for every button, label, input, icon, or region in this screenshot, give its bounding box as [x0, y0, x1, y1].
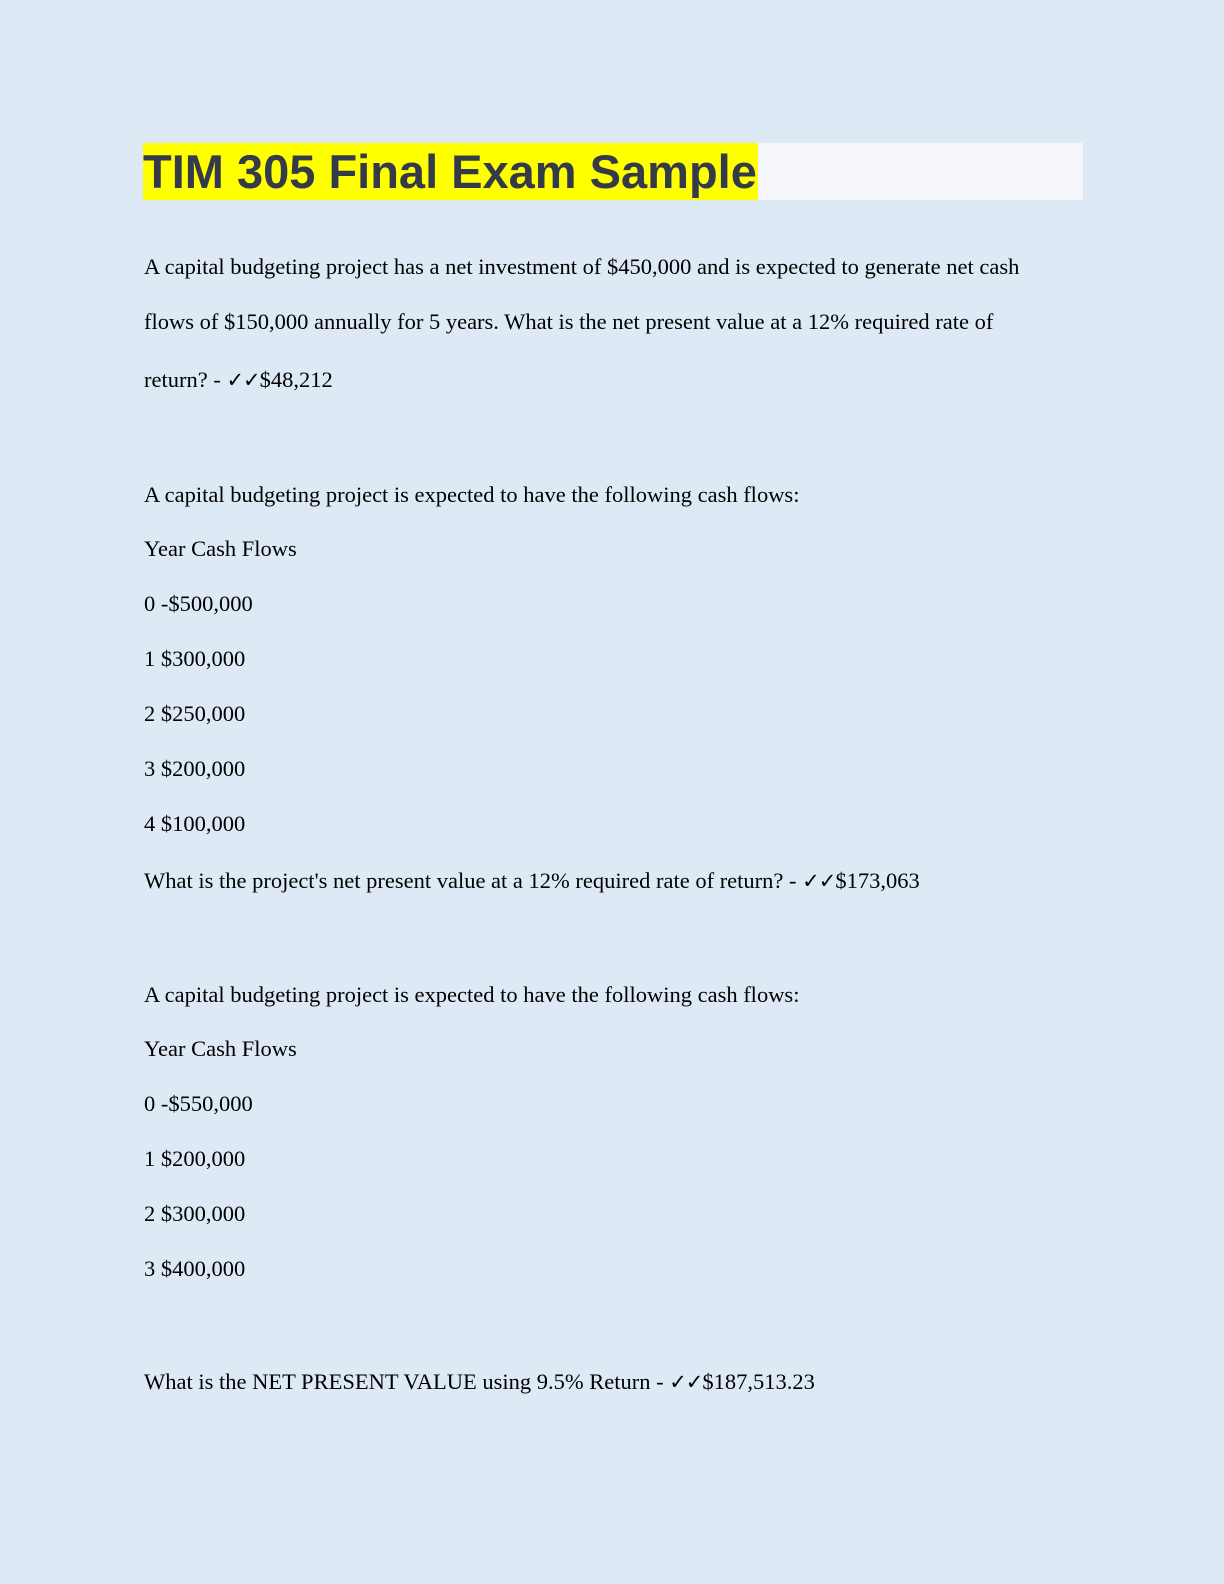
q3-row-2: 2 $300,000 [144, 1201, 246, 1226]
q3-intro: A capital budgeting project is expected to have the following cash flows: [144, 982, 800, 1007]
q2-table-header: Year Cash Flows [144, 536, 297, 561]
q2-row-2: 2 $250,000 [144, 701, 246, 726]
q2-question-text: What is the project's net present value at a 12% required rate of return? - [144, 868, 803, 893]
q3-question [144, 1368, 815, 1396]
q3-table-header: Year Cash Flows [144, 1036, 297, 1061]
q1-line-2: flows of $150,000 annually for 5 years. What is the net present value at a 12% required rate of [144, 309, 994, 334]
q2-row-1: 1 $300,000 [144, 646, 246, 671]
q3-row-0: 0 -$550,000 [144, 1091, 253, 1116]
q2-answer: $173,063 [835, 868, 920, 893]
q1-line-3 [144, 366, 333, 394]
q2-intro: A capital budgeting project is expected to have the following cash flows: [144, 482, 800, 507]
q2-row-0: 0 -$500,000 [144, 591, 253, 616]
check-icon: ✓✓ [669, 1370, 703, 1394]
q3-row-1: 1 $200,000 [144, 1146, 246, 1171]
q3-question-text: What is the NET PRESENT VALUE using 9.5% Return - [144, 1369, 670, 1394]
q2-question [144, 867, 920, 895]
q2-row-3: 3 $200,000 [144, 756, 246, 781]
q1-line-1: A capital budgeting project has a net investment of $450,000 and is expected to generate net cash [144, 254, 1020, 279]
q2-row-4: 4 $100,000 [144, 811, 246, 836]
check-icon: ✓✓ [802, 869, 836, 893]
q1-question-end: return? - [144, 367, 227, 392]
check-icon: ✓✓ [226, 368, 260, 392]
title-bar [143, 143, 1083, 200]
page-title: TIM 305 Final Exam Sample [143, 145, 757, 198]
q3-row-3: 3 $400,000 [144, 1256, 246, 1281]
q1-answer: $48,212 [259, 367, 333, 392]
q3-answer: $187,513.23 [702, 1369, 815, 1394]
